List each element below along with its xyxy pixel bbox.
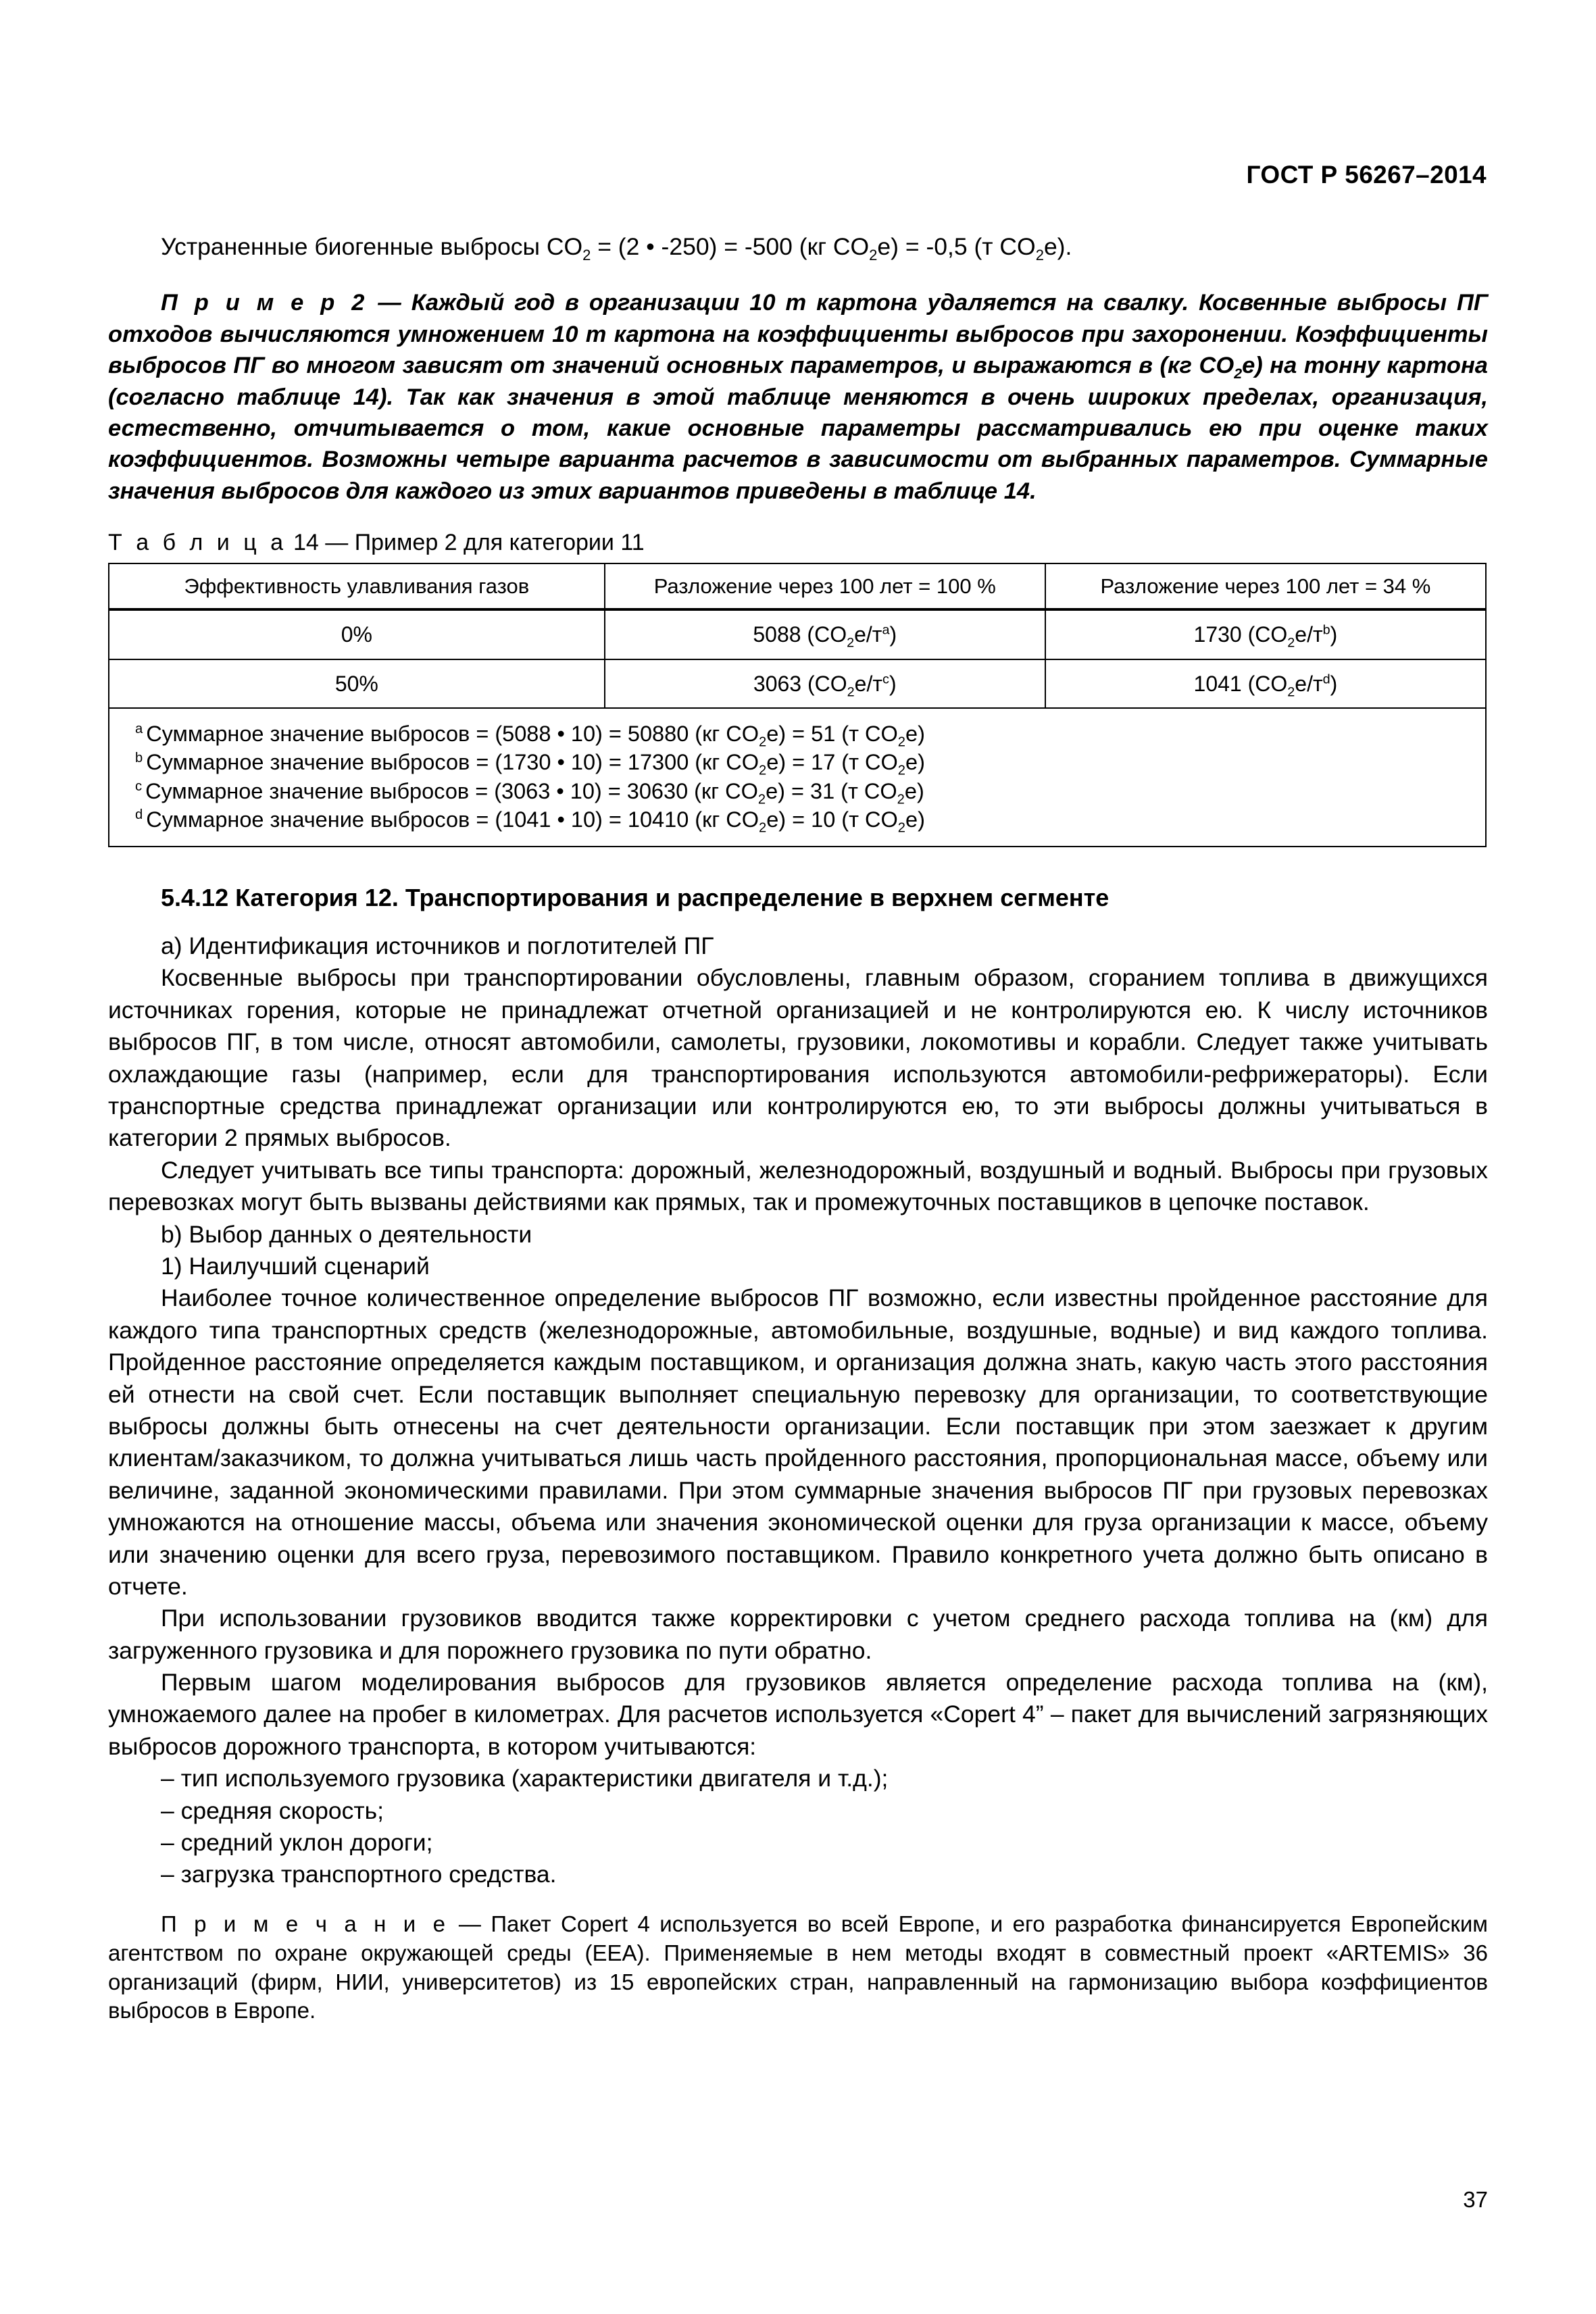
subscript-2: 2 (847, 684, 855, 700)
footnote-d (135, 805, 1469, 836)
column-header-decay-34: Разложение через 100 лет = 34 % (1045, 563, 1486, 609)
footnote-text: e) (905, 807, 925, 832)
cell-value-100: 3063 $(CO_2e/т^c)$ (605, 659, 1045, 708)
cell-efficiency: 50% (109, 659, 605, 708)
table-row (109, 659, 1486, 708)
paragraph-truck-correction: При использовании грузовиков вводится также корректировки с учетом среднего расхода топлива на (км) для загруженного грузовика и для порожнего грузовика по пути обратно. (108, 1605, 1488, 1664)
bullet-road-slope: – средний уклон дороги; (161, 1829, 433, 1857)
subscript-2: 2 (1035, 247, 1044, 264)
subscript-2: 2 (897, 820, 905, 836)
subscript-2: 2 (897, 763, 905, 778)
footnote-text: Суммарное значение выбросов = (1730 • 10) = 17300 (кг CO (146, 750, 759, 775)
cell-value-100: 5088 $(CO_2e/т^a)$ (605, 609, 1045, 659)
footnote-marker-d: d (1322, 672, 1330, 687)
footnote-text: e) (905, 722, 925, 747)
formula-text-1: Устраненные биогенные выбросы CO (161, 233, 583, 260)
footnote-text: e) = 31 (т CO (766, 778, 897, 803)
subscript-2: 2 (897, 792, 905, 807)
note-copert (108, 1910, 1488, 2026)
footnote-text: e) = 10 (т CO (766, 807, 898, 832)
table-14 (108, 563, 1487, 709)
table-caption-rest: 14 — Пример 2 для категории 11 (286, 530, 645, 556)
example-body-1: Каждый год в организации 10 т картона удаляется на свалку. Косвенные выбросы ПГ отходов вычисляются умножением 10 т картона на коэффициенты выбросов при захоронении. Коэффициенты выбросов ПГ во многом зависят от значений основных параметров, и выражаются в (кг CO (108, 290, 1488, 379)
footnote-b (135, 748, 1469, 778)
subscript-2: 2 (757, 792, 766, 807)
note-text: Пакет Copert 4 используется во всей Европе, и его разработка финансируется Европейским агентством по охране окружающей среды (EEA). Применяемые в нем методы входят в совместный проект «ARTEMIS» 36 организаций (фирм, НИИ, университетов) из 15 европейских стран, направленный на гармонизацию выбора коэффициентов выбросов в Европе. (108, 1911, 1488, 2023)
paragraph-copert: Первым шагом моделирования выбросов для грузовиков является определение расхода топлива на (км), умножаемого далее на пробег в километрах. Для расчетов используется «Copert 4” – пакет для вычислений загрязняющих выбросов дорожного транспорта, в котором учитываются: (108, 1669, 1488, 1760)
note-dash: — (449, 1911, 491, 1936)
footnote-text: e) = 51 (т CO (766, 722, 898, 747)
example-label: П р и м е р 2 (161, 290, 368, 316)
bullet-average-speed: – средняя скорость; (161, 1796, 384, 1824)
bullet-vehicle-load: – загрузка транспортного средства. (161, 1861, 557, 1888)
footnote-text: e) (905, 750, 925, 775)
subscript-2: 2 (758, 763, 767, 778)
paragraph-best-scenario: Наиболее точное количественное определение выбросов ПГ возможно, если известны пройденное расстояние для каждого типа транспортных средств (железнодорожные, автомобильные, воздушные, водные) и вид каждого топлива. Пройденное расстояние определяется каждым поставщиком, и организация должна знать, какую часть этого расстояния ей отнести на свой счет. Если поставщик выполняет специальную перевозку для организации, то соответствующие выбросы должны быть отнесены на счет деятельности организации. Если поставщик при этом заезжает к другим клиентам/заказчиком, то должна учитываться лишь часть пройденного расстояния, пропорциональная массе, объему или величине, заданной экономическими правилами. При этом суммарные значения выбросов ПГ при грузовых перевозках умножаются на отношение массы, объема или значения экономической оценки для груза организации к массе, объему или значению оценки для всего груза, перевозимого поставщиком. Правило конкретного учета должно быть описано в отчете. (108, 1284, 1488, 1600)
table-header-row (109, 563, 1486, 609)
subscript-2: 2 (1287, 684, 1295, 700)
list-item-b: b) Выбор данных о деятельности (161, 1220, 532, 1248)
footnote-marker-b: b (135, 750, 143, 765)
subscript-2: 2 (869, 247, 878, 264)
footnote-text: Суммарное значение выбросов = (5088 • 10) = 50880 (кг CO (146, 722, 759, 747)
subscript-2: 2 (758, 820, 767, 836)
paragraph-indirect-emissions: Косвенные выбросы при транспортировании обусловлены, главным образом, сгоранием топлива в движущихся источниках горения, которые не принадлежат отчетной организацией и не контролируются ею. К числу источников выбросов ПГ, в том числе, относят автомобили, самолеты, грузовики, локомотивы и корабли. Следует также учитывать охлаждающие газы (например, если для транспортирования используются автомобили-рефрижераторы). Если транспортные средства принадлежат организации или контролируются ею, то эти выбросы должны учитываться в категории 2 прямых выбросов. (108, 964, 1488, 1152)
list-item-a: a) Идентификация источников и поглотителей ПГ (161, 932, 714, 960)
formula-text-3: e) = -0,5 (т CO (877, 233, 1036, 260)
footnote-text: e) (904, 778, 924, 803)
footnote-c (135, 777, 1469, 807)
table-row (109, 609, 1486, 659)
footnote-text: e) = 17 (т CO (766, 750, 898, 775)
formula-text-4: e). (1043, 233, 1072, 260)
footnote-marker-d: d (135, 807, 143, 823)
bullet-truck-type: – тип используемого грузовика (характеристики двигателя и т.д.); (161, 1765, 889, 1792)
formula-text-2: = (2 • -250) = -500 (кг CO (591, 233, 870, 260)
subscript-2: 2 (758, 734, 767, 750)
footnote-text: Суммарное значение выбросов = (1041 • 10) = 10410 (кг CO (146, 807, 759, 832)
footnote-marker-c: c (882, 672, 889, 687)
section-heading-5-4-12: 5.4.12 Категория 12. Транспортирования и распределение в верхнем сегменте (161, 884, 1109, 912)
cell-value-34: 1730 $(CO_2e/т^b)$ (1045, 609, 1486, 659)
document-header: ГОСТ Р 56267–2014 (1246, 161, 1487, 188)
cell-efficiency: 0% (109, 609, 605, 659)
column-header-efficiency: Эффективность улавливания газов (109, 563, 605, 609)
footnote-a (135, 720, 1469, 750)
page-number: 37 (1463, 2187, 1488, 2212)
footnote-marker-a: a (135, 722, 143, 737)
column-header-decay-100: Разложение через 100 лет = 100 % (605, 563, 1045, 609)
subscript-2: 2 (847, 635, 855, 651)
footnote-marker-a: a (882, 622, 890, 638)
footnote-text: Суммарное значение выбросов = (3063 • 10) = 30630 (кг CO (145, 778, 758, 803)
example-note-2 (108, 287, 1488, 507)
table-footnotes (108, 709, 1487, 847)
subscript-2: 2 (897, 734, 905, 750)
footnote-marker-b: b (1322, 622, 1330, 638)
table-caption (108, 530, 1488, 556)
formula-paragraph (108, 231, 1488, 263)
example-dash: — (368, 290, 412, 316)
table-caption-label: Т а б л и ц а (108, 530, 287, 556)
paragraph-transport-types: Следует учитывать все типы транспорта: дорожный, железнодорожный, воздушный и водный. Выбросы при грузовых перевозках могут быть вызваны действиями как прямых, так и промежуточных поставщиков в цепочке поставок. (108, 1156, 1488, 1216)
subscript-2: 2 (582, 247, 591, 264)
footnote-marker-c: c (135, 778, 143, 794)
list-item-b1: 1) Наилучший сценарий (161, 1253, 430, 1280)
example-body-2: e) на тонну картона (согласно таблице 14). Так как значения в этой таблице меняются в очень широких пределах, организация, естественно, отчитывается о том, какие основные параметры рассматривались ею при оценке таких коэффициентов. Возможны четыре варианта расчетов в зависимости от выбранных параметров. Суммарные значения выбросов для каждого из этих вариантов приведены в таблице 14. (108, 353, 1488, 504)
note-label: П р и м е ч а н и е (161, 1911, 449, 1936)
subscript-2: 2 (1287, 635, 1295, 651)
cell-value-34: 1041 $(CO_2e/т^d)$ (1045, 659, 1486, 708)
subscript-2: 2 (1234, 366, 1243, 382)
